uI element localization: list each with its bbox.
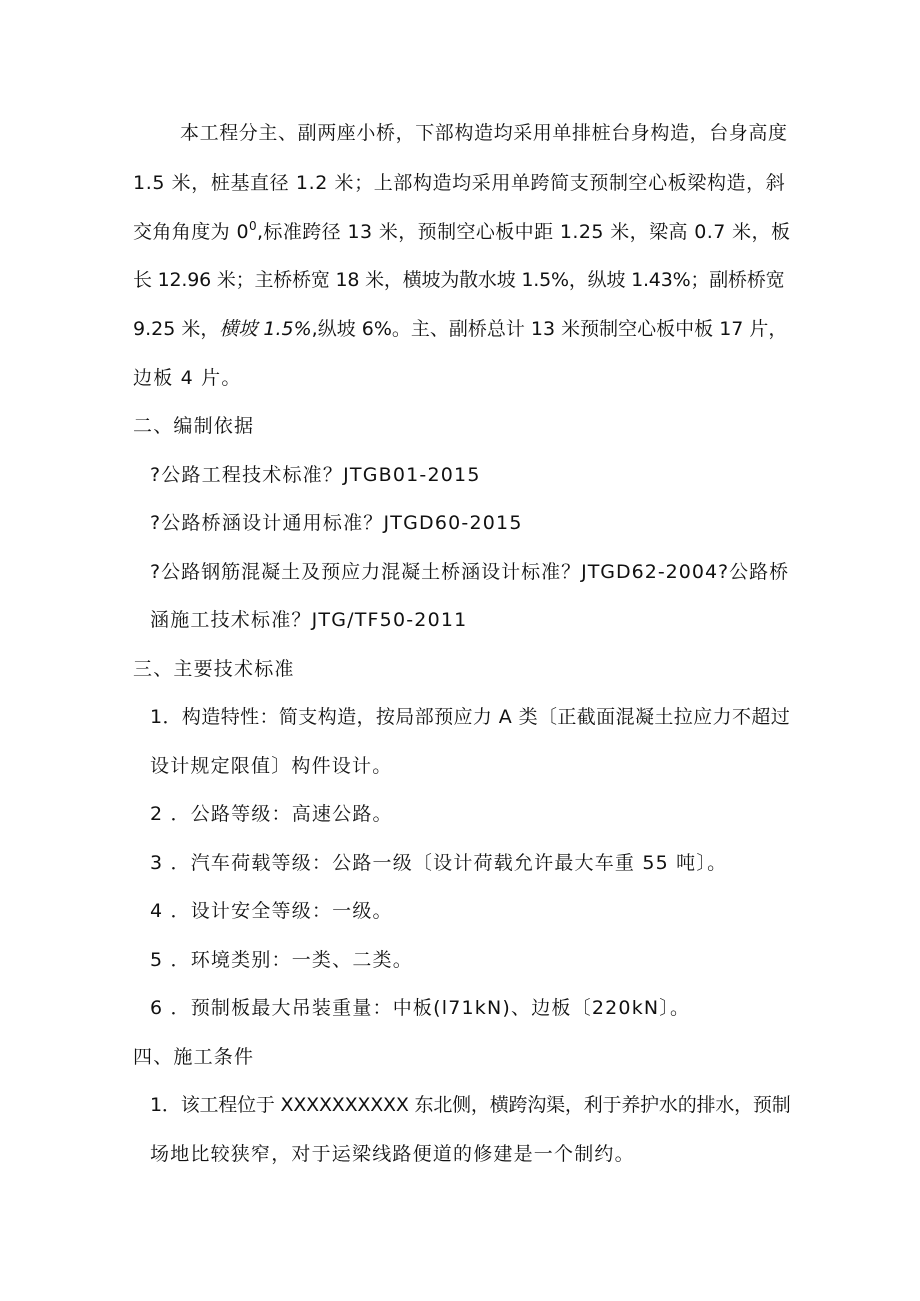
list-item: 5 ．环境类别：一类、二类。 <box>150 949 413 971</box>
list-item: 2 ．公路等级：高速公路。 <box>150 803 393 825</box>
list-item: 4 ．设计安全等级：一级。 <box>150 900 393 922</box>
intro-line-6: 边板 4 片。 <box>133 367 242 389</box>
list-item: 涵施工技术标准？JTG/TF50-2011 <box>150 609 468 631</box>
list-item: ?公路钢筋混凝土及预应力混凝土桥涵设计标准？JTGD62-2004?公路桥 <box>150 561 790 583</box>
list-item: 3 ．汽车荷载等级：公路一级〔设计荷载允许最大车重 55 吨〕。 <box>150 852 728 874</box>
section-heading-standards: 三、主要技术标准 <box>133 658 295 680</box>
intro-line-2: 1.5 米，桩基直径 1.2 米；上部构造均采用单跨简支预制空心板梁构造，斜 <box>133 172 786 194</box>
intro-line-5: 9.25 米，横坡 1.5%,纵坡 6%。主、副桥总计 13 米预制空心板中板 17 片， <box>133 318 788 340</box>
list-item: 1．构造特性：简支构造，按局部预应力 A 类〔正截面混凝土拉应力不超过 <box>150 706 791 728</box>
intro-line-4: 长 12.96 米；主桥桥宽 18 米，横坡为散水坡 1.5%，纵坡 1.43%；副桥桥宽 <box>133 269 785 291</box>
list-item: 场地比较狭窄，对于运梁线路便道的修建是一个制约。 <box>150 1143 635 1165</box>
list-item: ?公路工程技术标准？JTGB01-2015 <box>150 464 481 486</box>
section-heading-basis: 二、编制依据 <box>133 415 255 437</box>
intro-line-3: 交角角度为 $0^0$,标准跨径 13 米，预制空心板中距 1.25 米，梁高 0.7 米，板 <box>133 219 791 243</box>
list-item: 1．该工程位于 XXXXXXXXXX 东北侧，横跨沟渠，利于养护水的排水，预制 <box>150 1094 791 1116</box>
section-heading-conditions: 四、施工条件 <box>133 1046 255 1068</box>
list-item: ?公路桥涵设计通用标准？JTGD60-2015 <box>150 512 523 534</box>
list-item: 设计规定限值〕构件设计。 <box>150 755 393 777</box>
list-item: 6 ．预制板最大吊装重量：中板(l71kN)、边板〔220kN〕。 <box>150 997 691 1019</box>
intro-line-1: 本工程分主、副两座小桥，下部构造均采用单排桩台身构造，台身高度 <box>180 122 788 144</box>
